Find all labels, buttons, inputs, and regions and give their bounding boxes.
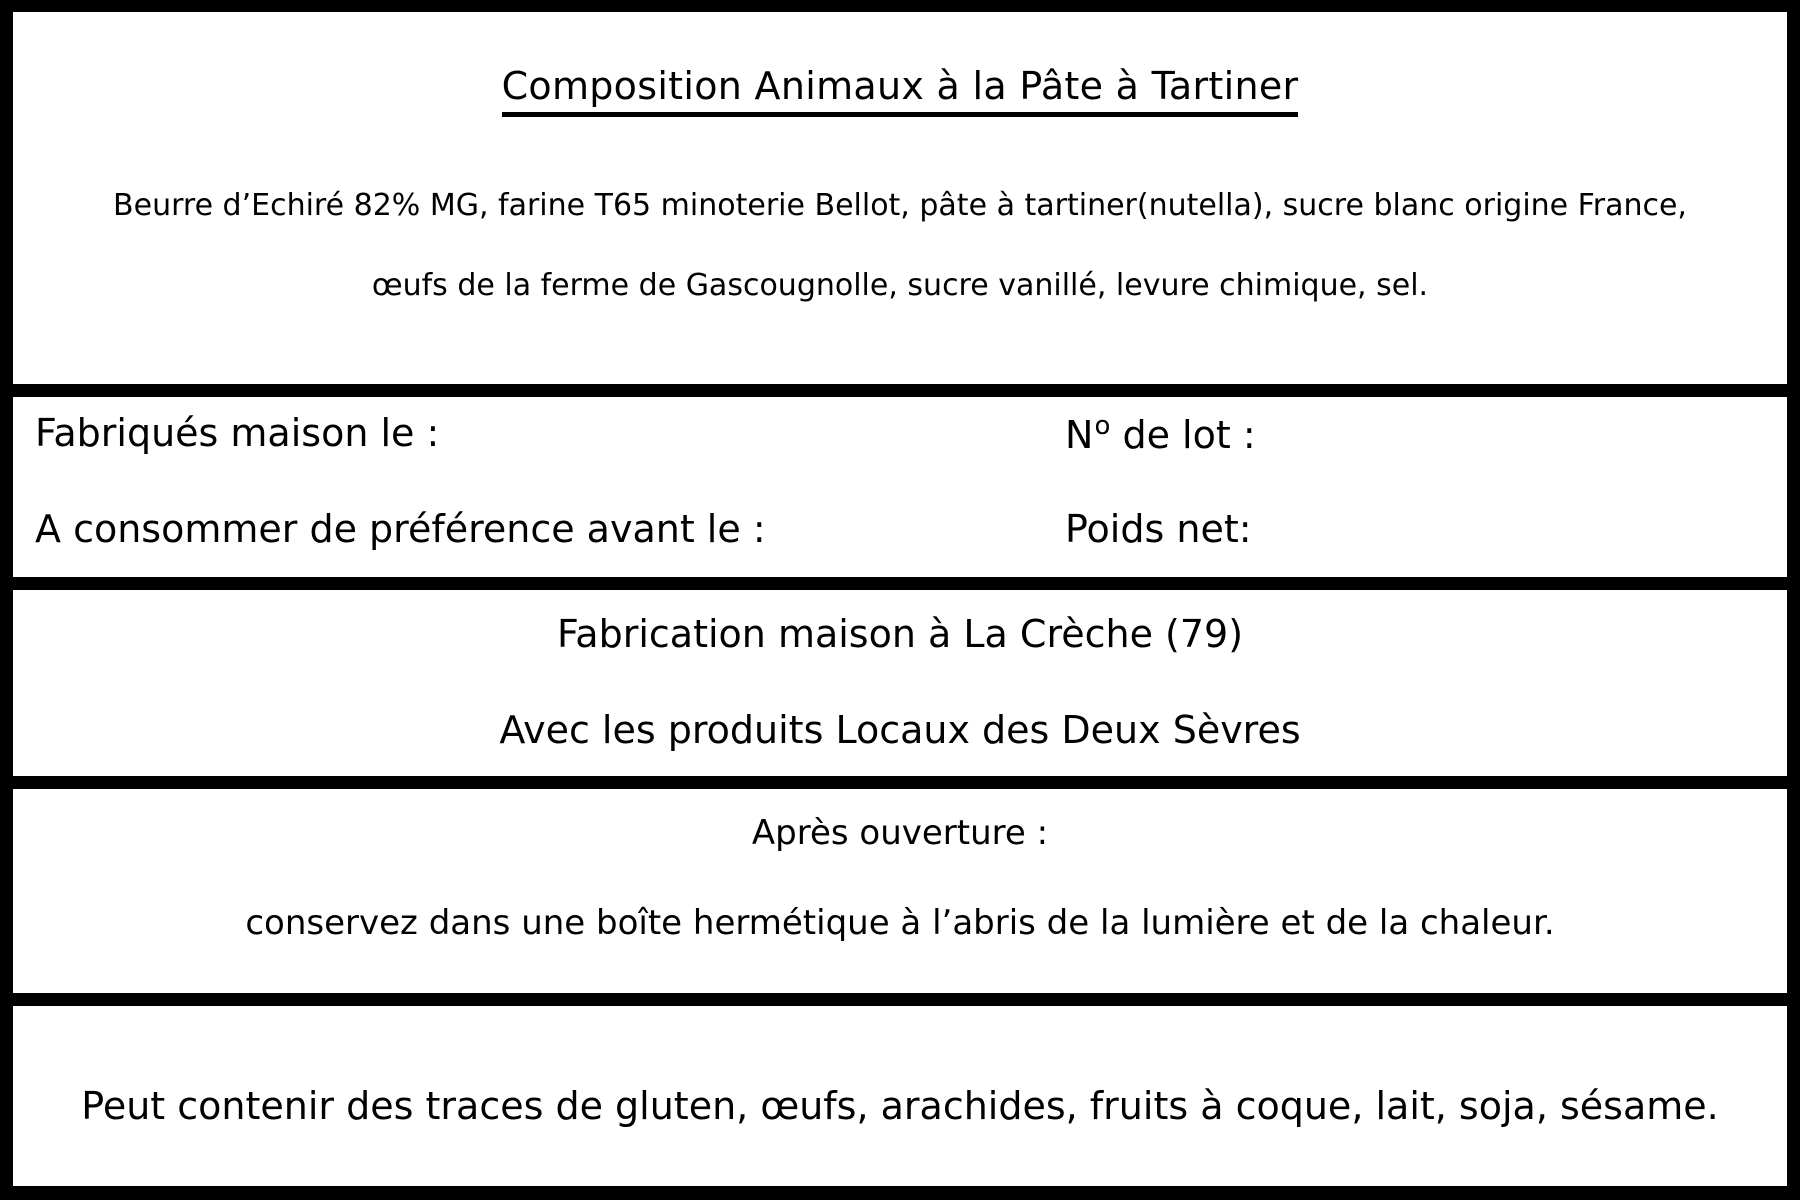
lot-prefix: N — [1065, 413, 1094, 457]
composition-panel — [13, 12, 1787, 384]
storage-instructions: conservez dans une boîte hermétique à l’abris de la lumière et de la chaleur. — [245, 903, 1555, 943]
composition-title — [13, 64, 1787, 117]
storage-heading: Après ouverture : — [751, 813, 1049, 853]
made-date-label: Fabriqués maison le : — [35, 411, 440, 455]
storage-panel — [13, 789, 1787, 993]
best-before-label: A consommer de préférence avant le : — [35, 507, 766, 551]
allergens-warning: Peut contenir des traces de gluten, œufs, arachides, fruits à coque, lait, soja, sésame. — [81, 1084, 1719, 1128]
allergens-panel — [13, 1006, 1787, 1186]
lot-number-label — [1065, 411, 1256, 457]
fabrication-line-1: Fabrication maison à La Crèche (79) — [556, 612, 1244, 656]
dates-panel — [13, 397, 1787, 577]
ingredients-line-1: Beurre d’Echiré 82% MG, farine T65 minoterie Bellot, pâte à tartiner(nutella), sucre blanc origine France, — [113, 188, 1687, 223]
ingredients-line-2: œufs de la ferme de Gascougnolle, sucre vanillé, levure chimique, sel. — [371, 268, 1429, 303]
net-weight-label: Poids net: — [1065, 507, 1252, 551]
fabrication-line-2: Avec les produits Locaux des Deux Sèvres — [499, 708, 1301, 752]
composition-title-text: Composition Animaux à la Pâte à Tartiner — [502, 64, 1299, 117]
lot-superscript: o — [1094, 411, 1111, 441]
lot-label-text: de lot : — [1122, 413, 1256, 457]
fabrication-panel — [13, 590, 1787, 776]
